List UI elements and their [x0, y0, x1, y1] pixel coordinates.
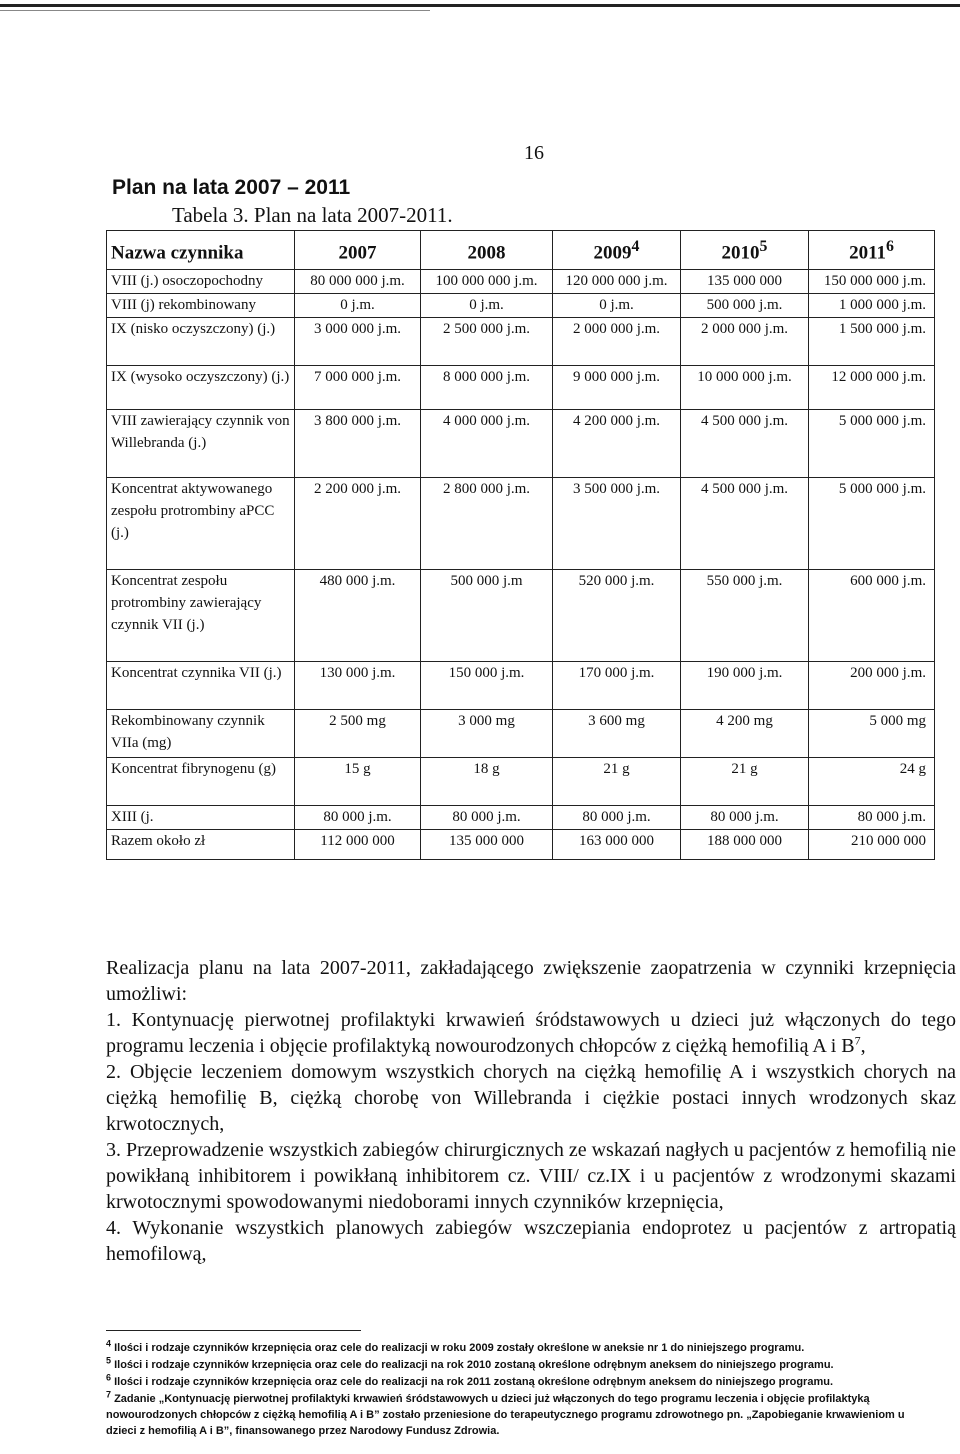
section-heading: Plan na lata 2007 – 2011: [112, 176, 351, 199]
table-row: [107, 294, 935, 318]
value-cell: 10 000 000 j.m.: [681, 366, 809, 410]
footnote: $^7$ Zadanie „Kontynuację pierwotnej profilaktyki krwawień śródstawowych u dzieci już włączonych do tego programu leczenia i objęcie profilaktyką nowourodzonych chłopców z ciężką hemofilią A i B” zostało przeniesione do terapeutycznego programu zdrowotnego pn. „Zapobieganie krwawieniom u dzieci z hemofilią A i B”, finansowanego przez Narodowy Fundusz Zdrowia.: [106, 1389, 905, 1437]
value-cell: 480 000 j.m.: [295, 570, 421, 662]
page-number: 16: [524, 142, 544, 164]
value-cell: 500 000 j.m: [421, 570, 553, 662]
factor-name-cell: VIII (j) rekombinowany: [107, 294, 295, 318]
value-cell: 4 500 000 j.m.: [681, 478, 809, 570]
header-2010: 2010$^5$: [681, 231, 809, 270]
value-cell: 520 000 j.m.: [553, 570, 681, 662]
factor-name-cell: Koncentrat fibrynogenu (g): [107, 758, 295, 806]
value-cell: 1 500 000 j.m.: [809, 318, 935, 366]
factor-name-cell: VIII (j.) osoczopochodny: [107, 270, 295, 294]
value-cell: 170 000 j.m.: [553, 662, 681, 710]
value-cell: 3 000 000 j.m.: [295, 318, 421, 366]
value-cell: 150 000 j.m.: [421, 662, 553, 710]
body-text: [106, 955, 956, 1267]
table-row: [107, 478, 935, 570]
value-cell: 80 000 000 j.m.: [295, 270, 421, 294]
value-cell: 2 000 000 j.m.: [553, 318, 681, 366]
value-cell: 21 g: [681, 758, 809, 806]
value-cell: 112 000 000: [295, 830, 421, 860]
value-cell: 80 000 j.m.: [809, 806, 935, 830]
value-cell: 0 j.m.: [295, 294, 421, 318]
value-cell: 4 200 mg: [681, 710, 809, 758]
table-row: [107, 830, 935, 860]
table-row: [107, 270, 935, 294]
header-2008: 2008: [421, 231, 553, 270]
factor-name-cell: IX (wysoko oczyszczony) (j.): [107, 366, 295, 410]
value-cell: 80 000 j.m.: [553, 806, 681, 830]
footnote-separator: [106, 1330, 361, 1331]
value-cell: 0 j.m.: [421, 294, 553, 318]
value-cell: 3 000 mg: [421, 710, 553, 758]
value-cell: 3 500 000 j.m.: [553, 478, 681, 570]
value-cell: 18 g: [421, 758, 553, 806]
footnote: $^4$ Ilości i rodzaje czynników krzepnięcia oraz cele do realizacji w roku 2009 zostały określone w aneksie nr 1 do niniejszego programu.: [106, 1338, 805, 1354]
value-cell: 2 500 000 j.m.: [421, 318, 553, 366]
table-row: [107, 758, 935, 806]
value-cell: 12 000 000 j.m.: [809, 366, 935, 410]
value-cell: 190 000 j.m.: [681, 662, 809, 710]
value-cell: 210 000 000: [809, 830, 935, 860]
footnote: $^6$ Ilości i rodzaje czynników krzepnięcia oraz cele do realizacji na rok 2011 zostaną określone odrębnym aneksem do niniejszego programu.: [106, 1372, 833, 1388]
value-cell: 3 800 000 j.m.: [295, 410, 421, 478]
table-row: [107, 410, 935, 478]
table-row: [107, 806, 935, 830]
value-cell: 500 000 j.m.: [681, 294, 809, 318]
factor-name-cell: Koncentrat czynnika VII (j.): [107, 662, 295, 710]
value-cell: 550 000 j.m.: [681, 570, 809, 662]
value-cell: 135 000 000: [421, 830, 553, 860]
value-cell: 188 000 000: [681, 830, 809, 860]
value-cell: 150 000 000 j.m.: [809, 270, 935, 294]
list-item-4: 4. Wykonanie wszystkich planowych zabiegów wszczepiania endoprotez u pacjentów z artropatią hemofilową,: [106, 1217, 956, 1265]
value-cell: 2 800 000 j.m.: [421, 478, 553, 570]
table-caption: Tabela 3. Plan na lata 2007-2011.: [172, 203, 453, 227]
value-cell: 1 000 000 j.m.: [809, 294, 935, 318]
factor-name-cell: Koncentrat zespołu protrombiny zawierający czynnik VII (j.): [107, 570, 295, 662]
list-item-2: 2. Objęcie leczeniem domowym wszystkich chorych na ciężką hemofilię A i wszystkich chorych na ciężką hemofilię B, ciężką chorobę von Willebranda i ciężkie postaci innych wrodzonych skaz krwotocznych,: [106, 1061, 956, 1135]
value-cell: 130 000 j.m.: [295, 662, 421, 710]
table-row: [107, 570, 935, 662]
scan-top-rule: [0, 4, 960, 7]
factor-name-cell: Rekombinowany czynnik VIIa (mg): [107, 710, 295, 758]
value-cell: 0 j.m.: [553, 294, 681, 318]
table-row: [107, 662, 935, 710]
table-row: [107, 710, 935, 758]
value-cell: 600 000 j.m.: [809, 570, 935, 662]
list-item-1: 1. Kontynuację pierwotnej profilaktyki krwawień śródstawowych u dzieci już włączonych do tego programu leczenia i objęcie profilaktyką nowourodzonych chłopców z ciężką hemofilią A i $B^7$,: [106, 1009, 956, 1057]
value-cell: 2 000 000 j.m.: [681, 318, 809, 366]
factor-name-cell: IX (nisko oczyszczony) (j.): [107, 318, 295, 366]
value-cell: 80 000 j.m.: [421, 806, 553, 830]
value-cell: 163 000 000: [553, 830, 681, 860]
value-cell: 8 000 000 j.m.: [421, 366, 553, 410]
value-cell: 24 g: [809, 758, 935, 806]
factor-name-cell: Razem około zł: [107, 830, 295, 860]
value-cell: 4 200 000 j.m.: [553, 410, 681, 478]
factor-name-cell: VIII zawierający czynnik von Willebranda (j.): [107, 410, 295, 478]
intro-paragraph: Realizacja planu na lata 2007-2011, zakładającego zwiększenie zaopatrzenia w czynniki krzepnięcia umożliwi:: [106, 957, 956, 1005]
value-cell: 5 000 000 j.m.: [809, 478, 935, 570]
value-cell: 21 g: [553, 758, 681, 806]
value-cell: 2 500 mg: [295, 710, 421, 758]
table-row: [107, 366, 935, 410]
header-factor-name: Nazwa czynnika: [107, 231, 295, 270]
table-header-row: [107, 231, 935, 270]
factor-name-cell: Koncentrat aktywowanego zespołu protrombiny aPCC (j.): [107, 478, 295, 570]
value-cell: 2 200 000 j.m.: [295, 478, 421, 570]
value-cell: 4 500 000 j.m.: [681, 410, 809, 478]
plan-table: [106, 230, 935, 860]
value-cell: 80 000 j.m.: [295, 806, 421, 830]
value-cell: 80 000 j.m.: [681, 806, 809, 830]
footnotes: [106, 1340, 936, 1440]
value-cell: 4 000 000 j.m.: [421, 410, 553, 478]
value-cell: 120 000 000 j.m.: [553, 270, 681, 294]
footnote: $^5$ Ilości i rodzaje czynników krzepnięcia oraz cele do realizacji na rok 2010 zostaną określone odrębnym aneksem do niniejszego programu.: [106, 1355, 834, 1371]
scan-top-rule-thin: [0, 10, 430, 11]
factor-name-cell: XIII (j.: [107, 806, 295, 830]
value-cell: 100 000 000 j.m.: [421, 270, 553, 294]
value-cell: 200 000 j.m.: [809, 662, 935, 710]
value-cell: 7 000 000 j.m.: [295, 366, 421, 410]
value-cell: 135 000 000: [681, 270, 809, 294]
value-cell: 3 600 mg: [553, 710, 681, 758]
value-cell: 15 g: [295, 758, 421, 806]
header-2011: 2011$^6$: [809, 231, 935, 270]
table-row: [107, 318, 935, 366]
list-item-3: 3. Przeprowadzenie wszystkich zabiegów chirurgicznych ze wskazań nagłych u pacjentów z hemofilią nie powikłaną inhibitorem i powikłaną inhibitorem cz. VIII/ cz.IX i u pacjentów z wrodzonymi skazami krwotocznymi spowodowanymi niedoborami innych czynników krzepnięcia,: [106, 1139, 956, 1213]
value-cell: 5 000 000 j.m.: [809, 410, 935, 478]
header-2007: 2007: [295, 231, 421, 270]
header-2009: 2009$^4$: [553, 231, 681, 270]
value-cell: 9 000 000 j.m.: [553, 366, 681, 410]
value-cell: 5 000 mg: [809, 710, 935, 758]
